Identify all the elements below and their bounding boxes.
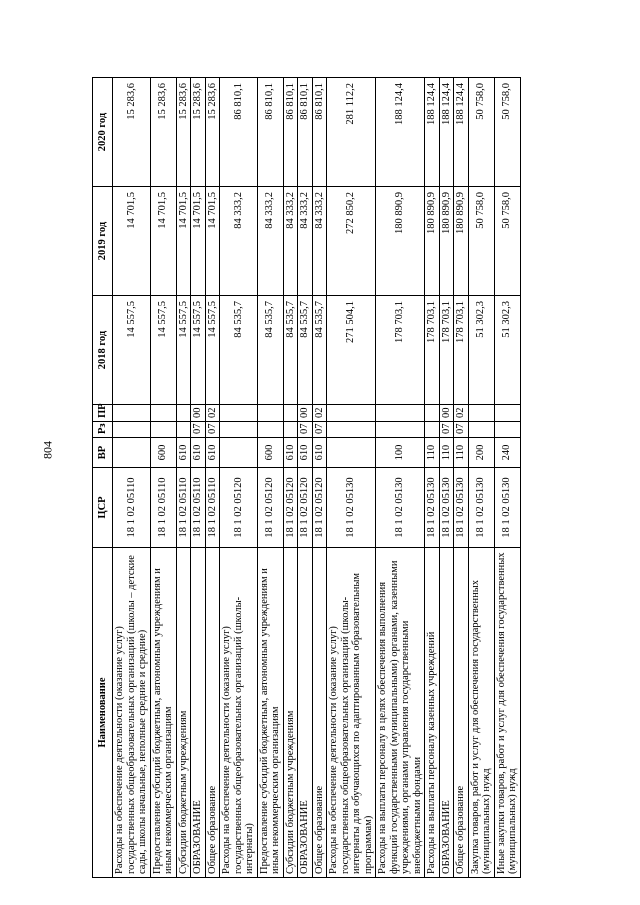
table-row <box>454 78 469 878</box>
cell-name: Закупка товаров, работ и услуг для обеспечения государственных (муниципальных) нужд <box>468 548 494 878</box>
cell-2018: 178 703,1 <box>439 296 454 405</box>
column-header-name: Наименование <box>93 548 113 878</box>
cell-2018: 51 302,3 <box>468 296 494 405</box>
cell-name: Расходы на обеспечение деятельности (оказание услуг) государственных общеобразовательных организаций (школы-интернаты) <box>220 548 258 878</box>
column-header-2020: 2020 год <box>93 78 113 187</box>
table-row <box>220 78 258 878</box>
budget-table <box>92 77 521 878</box>
cell-rz <box>376 422 425 438</box>
cell-2018: 84 535,7 <box>312 296 327 405</box>
table-row <box>327 78 376 878</box>
column-header-csr: ЦСР <box>93 468 113 548</box>
cell-vr: 110 <box>439 438 454 468</box>
cell-vr: 600 <box>257 438 283 468</box>
cell-2018: 14 557,5 <box>150 296 176 405</box>
column-header-2018: 2018 год <box>93 296 113 405</box>
cell-2020: 188 124,4 <box>439 78 454 187</box>
cell-csr: 18 1 02 05120 <box>220 468 258 548</box>
cell-vr: 610 <box>298 438 313 468</box>
cell-csr: 18 1 02 05130 <box>468 468 494 548</box>
cell-rz <box>220 422 258 438</box>
cell-rz: 07 <box>312 422 327 438</box>
cell-rz <box>176 422 191 438</box>
cell-rz: 07 <box>454 422 469 438</box>
cell-vr: 610 <box>312 438 327 468</box>
cell-2018: 178 703,1 <box>425 296 440 405</box>
cell-pr <box>113 405 151 422</box>
cell-2018: 14 557,5 <box>191 296 206 405</box>
cell-2020: 15 283,6 <box>176 78 191 187</box>
table-row <box>425 78 440 878</box>
cell-vr: 110 <box>454 438 469 468</box>
cell-rz: 07 <box>191 422 206 438</box>
cell-rz <box>327 422 376 438</box>
table-row <box>298 78 313 878</box>
column-header-pr: ПР <box>93 405 113 422</box>
cell-2018: 178 703,1 <box>454 296 469 405</box>
cell-2020: 15 283,6 <box>150 78 176 187</box>
cell-pr <box>283 405 298 422</box>
cell-2019: 180 890,9 <box>439 187 454 296</box>
column-header-rz: Рз <box>93 422 113 438</box>
cell-rz <box>468 422 494 438</box>
cell-name: ОБРАЗОВАНИЕ <box>191 548 206 878</box>
cell-2020: 188 124,4 <box>454 78 469 187</box>
cell-2020: 86 810,1 <box>312 78 327 187</box>
cell-csr: 18 1 02 05130 <box>425 468 440 548</box>
cell-2020: 15 283,6 <box>191 78 206 187</box>
cell-csr: 18 1 02 05130 <box>454 468 469 548</box>
cell-rz <box>113 422 151 438</box>
cell-vr: 240 <box>494 438 520 468</box>
cell-2020: 15 283,6 <box>113 78 151 187</box>
cell-rz <box>257 422 283 438</box>
cell-vr: 600 <box>150 438 176 468</box>
cell-vr: 100 <box>376 438 425 468</box>
column-header-2019: 2019 год <box>93 187 113 296</box>
cell-2019: 14 701,5 <box>150 187 176 296</box>
cell-2019: 180 890,9 <box>425 187 440 296</box>
cell-pr <box>425 405 440 422</box>
cell-csr: 18 1 02 05120 <box>257 468 283 548</box>
cell-2019: 50 758,0 <box>468 187 494 296</box>
cell-vr <box>113 438 151 468</box>
cell-vr: 610 <box>176 438 191 468</box>
cell-rz: 07 <box>205 422 220 438</box>
cell-2019: 180 890,9 <box>454 187 469 296</box>
cell-2020: 281 112,2 <box>327 78 376 187</box>
cell-csr: 18 1 02 05120 <box>283 468 298 548</box>
cell-2019: 84 333,2 <box>220 187 258 296</box>
cell-rz: 07 <box>439 422 454 438</box>
cell-vr: 110 <box>425 438 440 468</box>
cell-name: Расходы на выплаты персоналу казенных учреждений <box>425 548 440 878</box>
cell-csr: 18 1 02 05130 <box>439 468 454 548</box>
cell-pr <box>468 405 494 422</box>
cell-pr: 02 <box>312 405 327 422</box>
table-row <box>468 78 494 878</box>
cell-csr: 18 1 02 05110 <box>150 468 176 548</box>
cell-pr <box>176 405 191 422</box>
cell-csr: 18 1 02 05110 <box>176 468 191 548</box>
cell-2019: 84 333,2 <box>312 187 327 296</box>
cell-pr: 00 <box>439 405 454 422</box>
cell-2018: 14 557,5 <box>205 296 220 405</box>
cell-csr: 18 1 02 05110 <box>205 468 220 548</box>
cell-pr <box>327 405 376 422</box>
cell-pr <box>257 405 283 422</box>
cell-2019: 14 701,5 <box>176 187 191 296</box>
cell-csr: 18 1 02 05120 <box>312 468 327 548</box>
column-header-vr: ВР <box>93 438 113 468</box>
cell-2020: 86 810,1 <box>220 78 258 187</box>
cell-2020: 188 124,4 <box>376 78 425 187</box>
cell-name: ОБРАЗОВАНИЕ <box>439 548 454 878</box>
cell-name: Субсидии бюджетным учреждениям <box>176 548 191 878</box>
table-row <box>283 78 298 878</box>
cell-name: Субсидии бюджетным учреждениям <box>283 548 298 878</box>
cell-pr <box>376 405 425 422</box>
page-number: 804 <box>40 441 55 459</box>
cell-vr <box>327 438 376 468</box>
cell-name: Предоставление субсидий бюджетным, автономным учреждениям и иным некоммерческим организациям <box>257 548 283 878</box>
cell-vr: 610 <box>191 438 206 468</box>
cell-name: Предоставление субсидий бюджетным, автономным учреждениям и иным некоммерческим организациям <box>150 548 176 878</box>
cell-2020: 86 810,1 <box>298 78 313 187</box>
cell-rz <box>283 422 298 438</box>
cell-2018: 271 504,1 <box>327 296 376 405</box>
table-row <box>439 78 454 878</box>
cell-pr: 00 <box>191 405 206 422</box>
cell-pr: 02 <box>205 405 220 422</box>
cell-2019: 84 333,2 <box>298 187 313 296</box>
cell-csr: 18 1 02 05130 <box>376 468 425 548</box>
cell-csr: 18 1 02 05110 <box>191 468 206 548</box>
cell-vr: 610 <box>283 438 298 468</box>
table-row <box>494 78 520 878</box>
cell-pr: 02 <box>454 405 469 422</box>
cell-csr: 18 1 02 05130 <box>327 468 376 548</box>
cell-2020: 50 758,0 <box>468 78 494 187</box>
cell-name: ОБРАЗОВАНИЕ <box>298 548 313 878</box>
cell-2019: 14 701,5 <box>191 187 206 296</box>
table-row <box>113 78 151 878</box>
cell-2018: 51 302,3 <box>494 296 520 405</box>
cell-csr: 18 1 02 05130 <box>494 468 520 548</box>
cell-2018: 84 535,7 <box>220 296 258 405</box>
cell-2018: 14 557,5 <box>113 296 151 405</box>
cell-2018: 84 535,7 <box>257 296 283 405</box>
cell-2019: 180 890,9 <box>376 187 425 296</box>
cell-2018: 178 703,1 <box>376 296 425 405</box>
cell-2018: 84 535,7 <box>298 296 313 405</box>
table-row <box>205 78 220 878</box>
cell-2020: 188 124,4 <box>425 78 440 187</box>
cell-vr <box>220 438 258 468</box>
cell-2020: 15 283,6 <box>205 78 220 187</box>
cell-name: Расходы на обеспечение деятельности (оказание услуг) государственных общеобразовательных организаций (школы – детские сады, школы начальные, неполные средние и средние) <box>113 548 151 878</box>
cell-pr <box>150 405 176 422</box>
cell-2019: 84 333,2 <box>283 187 298 296</box>
cell-2019: 272 850,2 <box>327 187 376 296</box>
cell-rz <box>150 422 176 438</box>
cell-name: Расходы на выплаты персоналу в целях обеспечения выполнения функций государственными (муниципальными) органами, казенными учреждениями, органами управления государственными внебюджетными фондами <box>376 548 425 878</box>
table-body <box>113 78 521 878</box>
table-header-row <box>93 78 113 878</box>
table-row <box>150 78 176 878</box>
cell-2020: 86 810,1 <box>257 78 283 187</box>
cell-pr <box>220 405 258 422</box>
cell-csr: 18 1 02 05110 <box>113 468 151 548</box>
table-row <box>257 78 283 878</box>
cell-2019: 14 701,5 <box>205 187 220 296</box>
cell-rz: 07 <box>298 422 313 438</box>
cell-name: Иные закупки товаров, работ и услуг для обеспечения государственных (муниципальных) нужд <box>494 548 520 878</box>
table-row <box>176 78 191 878</box>
cell-pr: 00 <box>298 405 313 422</box>
cell-csr: 18 1 02 05120 <box>298 468 313 548</box>
cell-name: Общее образование <box>312 548 327 878</box>
table-row <box>376 78 425 878</box>
cell-2019: 50 758,0 <box>494 187 520 296</box>
table-row <box>312 78 327 878</box>
cell-2020: 50 758,0 <box>494 78 520 187</box>
cell-2019: 84 333,2 <box>257 187 283 296</box>
cell-2019: 14 701,5 <box>113 187 151 296</box>
cell-2020: 86 810,1 <box>283 78 298 187</box>
cell-vr: 610 <box>205 438 220 468</box>
cell-2018: 14 557,5 <box>176 296 191 405</box>
cell-name: Общее образование <box>454 548 469 878</box>
cell-rz <box>494 422 520 438</box>
cell-pr <box>494 405 520 422</box>
cell-name: Общее образование <box>205 548 220 878</box>
cell-vr: 200 <box>468 438 494 468</box>
budget-table-container <box>92 78 617 878</box>
cell-rz <box>425 422 440 438</box>
table-row <box>191 78 206 878</box>
cell-2018: 84 535,7 <box>283 296 298 405</box>
cell-name: Расходы на обеспечение деятельности (оказание услуг) государственных общеобразовательных организаций (школы-интернаты для обучающихся по адаптированным образовательным программам) <box>327 548 376 878</box>
